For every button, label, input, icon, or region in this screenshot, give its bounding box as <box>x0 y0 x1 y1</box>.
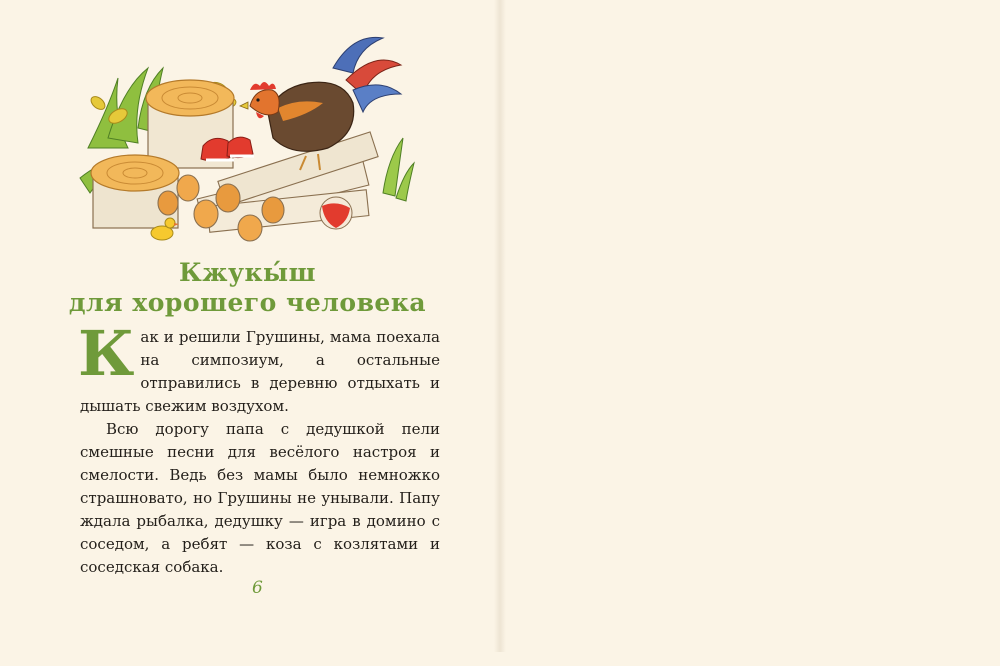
left-page-text <box>78 317 440 579</box>
chapter-title-line-1: Кжукы́ш <box>179 258 316 287</box>
paragraph: Всю дорогу папа с дедушкой пели смешные песни для весёлого настроя и смелости. Ведь без мамы было немножко страшновато, но Грушины не унывали. Папу ждала рыбалка, дедушку — игра в домино с соседом, а ребят — коза с козлятами и соседская собака. <box>80 420 440 576</box>
paragraph <box>78 317 440 418</box>
red-shoes <box>201 137 254 161</box>
rooster <box>240 37 401 170</box>
rooster-logs-illustration <box>78 28 418 246</box>
chapter-title-line-2: для хорошего человека <box>68 288 427 317</box>
paragraph-text: ак и решили Грушины, мама поехала на симпозиум, а остальные отправились в деревню отдыхать и дышать свежим воздухом. <box>80 328 440 415</box>
left-page <box>0 0 500 652</box>
right-page <box>500 0 1000 652</box>
grass-right <box>383 138 414 201</box>
page-number-left: 6 <box>252 578 263 598</box>
dropcap-letter: К <box>78 317 135 390</box>
chapter-title <box>60 258 435 318</box>
ball <box>320 197 352 229</box>
